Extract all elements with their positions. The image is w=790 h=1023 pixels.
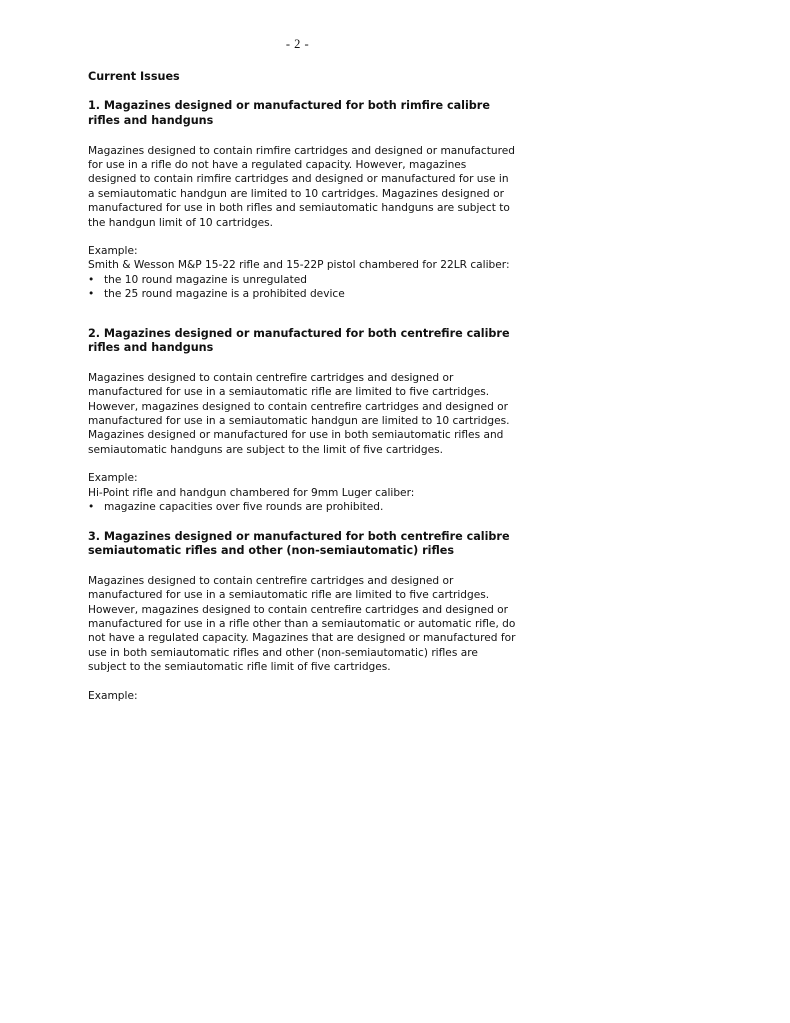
list-item — [88, 287, 518, 301]
section-2-paragraph: Magazines designed to contain centrefire cartridges and designed or manufactured for use in a semiautomatic rifle are limited to five cartridges. However, magazines designed to contain centrefire cartridges and designed or manufactured for use in a semiautomatic handgun are limited to 10 cartridges. Magazines designed or manufactured for use in both semiautomatic rifles and semiautomatic handguns are subject to the limit of five cartridges. — [88, 371, 510, 456]
list-item — [88, 273, 518, 287]
section-2 — [88, 327, 518, 515]
section-1-bullet-list — [88, 273, 518, 302]
document-title: Current Issues — [88, 70, 180, 83]
list-item — [88, 500, 518, 514]
section-2-heading: 2. Magazines designed or manufactured for both centrefire calibre rifles and handguns — [88, 326, 510, 355]
section-3-paragraph: Magazines designed to contain centrefire cartridges and designed or manufactured for use in a semiautomatic rifle are limited to five cartridges. However, magazines designed to contain centrefire cartridges and designed or manufactured for use in a rifle other than a semiautomatic or automatic rifle, do not have a regulated capacity. Magazines that are designed or manufactured for use in both semiautomatic rifles and other (non-semiautomatic) rifles are subject to the semiautomatic rifle limit of five cartridges. — [88, 574, 516, 674]
section-1-paragraph: Magazines designed to contain rimfire cartridges and designed or manufactured for use in a rifle do not have a regulated capacity. However, magazines designed to contain rimfire cartridges and designed or manufactured for use in a semiautomatic handgun are limited to 10 cartridges. Magazines designed or manufactured for use in both rifles and semiautomatic handguns are subject to the handgun limit of 10 cartridges. — [88, 144, 515, 229]
list-item-text: magazine capacities over five rounds are prohibited. — [104, 501, 384, 514]
bullet-icon: • — [88, 501, 95, 514]
section-1-heading: 1. Magazines designed or manufactured for both rimfire calibre rifles and handguns — [88, 99, 490, 127]
list-item-text: the 10 round magazine is unregulated — [104, 273, 308, 286]
bullet-icon: • — [88, 273, 95, 286]
section-1 — [88, 99, 518, 301]
section-3-heading: 3. Magazines designed or manufactured for both centrefire calibre semiautomatic rifles and other (non-semiautomatic) rifles — [88, 529, 510, 558]
section-3-example-label: Example: — [88, 689, 138, 702]
section-3 — [88, 530, 518, 703]
document-body — [88, 70, 518, 703]
page-number: - 2 - — [285, 37, 310, 51]
section-2-example-text: Hi-Point rifle and handgun chambered for 9mm Luger caliber: — [88, 486, 415, 499]
section-2-example-label: Example: — [88, 472, 138, 485]
bullet-icon: • — [88, 288, 95, 301]
section-1-example-text: Smith & Wesson M&P 15-22 rifle and 15-22P pistol chambered for 22LR caliber: — [88, 259, 510, 272]
section-2-bullet-list — [88, 500, 518, 514]
list-item-text: the 25 round magazine is a prohibited device — [104, 288, 345, 301]
section-1-example-label: Example: — [88, 245, 138, 258]
